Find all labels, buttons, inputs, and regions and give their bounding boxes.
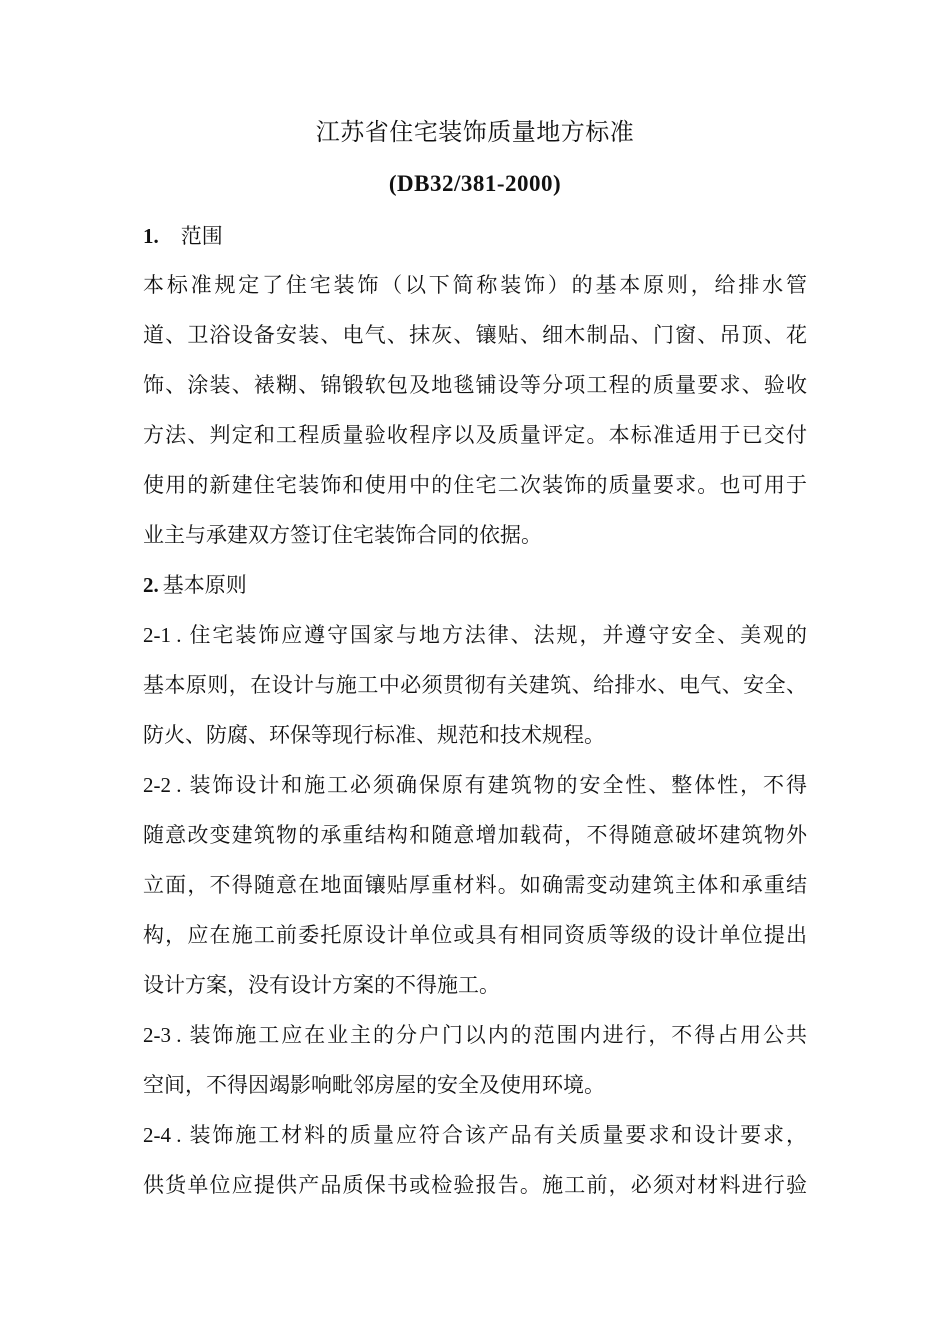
- section-title: 基本原则: [162, 573, 247, 597]
- paragraph-line: 业主与承建双方签订住宅装饰合同的依据。: [143, 523, 542, 547]
- clause-text: 装饰施工材料的质量应符合该产品有关质量要求和设计要求，: [187, 1123, 807, 1147]
- clause-line: [143, 772, 807, 798]
- paragraph-line: 本标准规定了住宅装饰（以下简称装饰）的基本原则，给排水管: [143, 273, 807, 297]
- clause-text: 装饰施工应在业主的分户门以内的范围内进行，不得占用公共: [187, 1023, 807, 1047]
- clause-number: 2-1 .: [143, 623, 182, 647]
- clause-line: 基本原则，在设计与施工中必须贯彻有关建筑、给排水、电气、安全、: [143, 673, 807, 697]
- clause-line: 供货单位应提供产品质保书或检验报告。施工前，必须对材料进行验: [143, 1173, 807, 1197]
- clause-line: [143, 622, 807, 648]
- clause-line: 随意改变建筑物的承重结构和随意增加载荷，不得随意破坏建筑物外: [143, 823, 807, 847]
- section-title: 范围: [180, 224, 223, 248]
- section-number: 2.: [143, 573, 159, 597]
- clause-line: 空间，不得因竭影响毗邻房屋的安全及使用环境。: [143, 1073, 605, 1097]
- clause-number: 2-4 .: [143, 1123, 182, 1147]
- paragraph-line: 使用的新建住宅装饰和使用中的住宅二次装饰的质量要求。也可用于: [143, 473, 807, 497]
- clause-line: [143, 1122, 807, 1148]
- clause-line: [143, 1022, 807, 1048]
- clause-text: 住宅装饰应遵守国家与地方法律、法规，并遵守安全、美观的: [187, 623, 807, 647]
- paragraph-line: 方法、判定和工程质量验收程序以及质量评定。本标准适用于已交付: [143, 423, 807, 447]
- clause-line: 构，应在施工前委托原设计单位或具有相同资质等级的设计单位提出: [143, 923, 807, 947]
- clause-number: 2-3 .: [143, 1023, 182, 1047]
- paragraph-line: 道、卫浴设备安装、电气、抹灰、镶贴、细木制品、门窗、吊顶、花: [143, 323, 807, 347]
- section-heading-principles: [143, 572, 807, 598]
- clause-line: 防火、防腐、环保等现行标准、规范和技术规程。: [143, 723, 605, 747]
- clause-text: 装饰设计和施工必须确保原有建筑物的安全性、整体性，不得: [187, 773, 807, 797]
- standard-code: (DB32/381-2000): [388, 171, 562, 196]
- clause-line: 立面，不得随意在地面镶贴厚重材料。如确需变动建筑主体和承重结: [143, 873, 807, 897]
- section-number: 1.: [143, 224, 159, 248]
- section-heading-scope: [143, 223, 807, 249]
- paragraph-line: 饰、涂装、裱糊、锦锻软包及地毯铺设等分项工程的质量要求、验收: [143, 373, 807, 397]
- clause-number: 2-2 .: [143, 773, 182, 797]
- document-title: 江苏省住宅装饰质量地方标准: [315, 118, 635, 146]
- clause-line: 设计方案，没有设计方案的不得施工。: [143, 973, 500, 997]
